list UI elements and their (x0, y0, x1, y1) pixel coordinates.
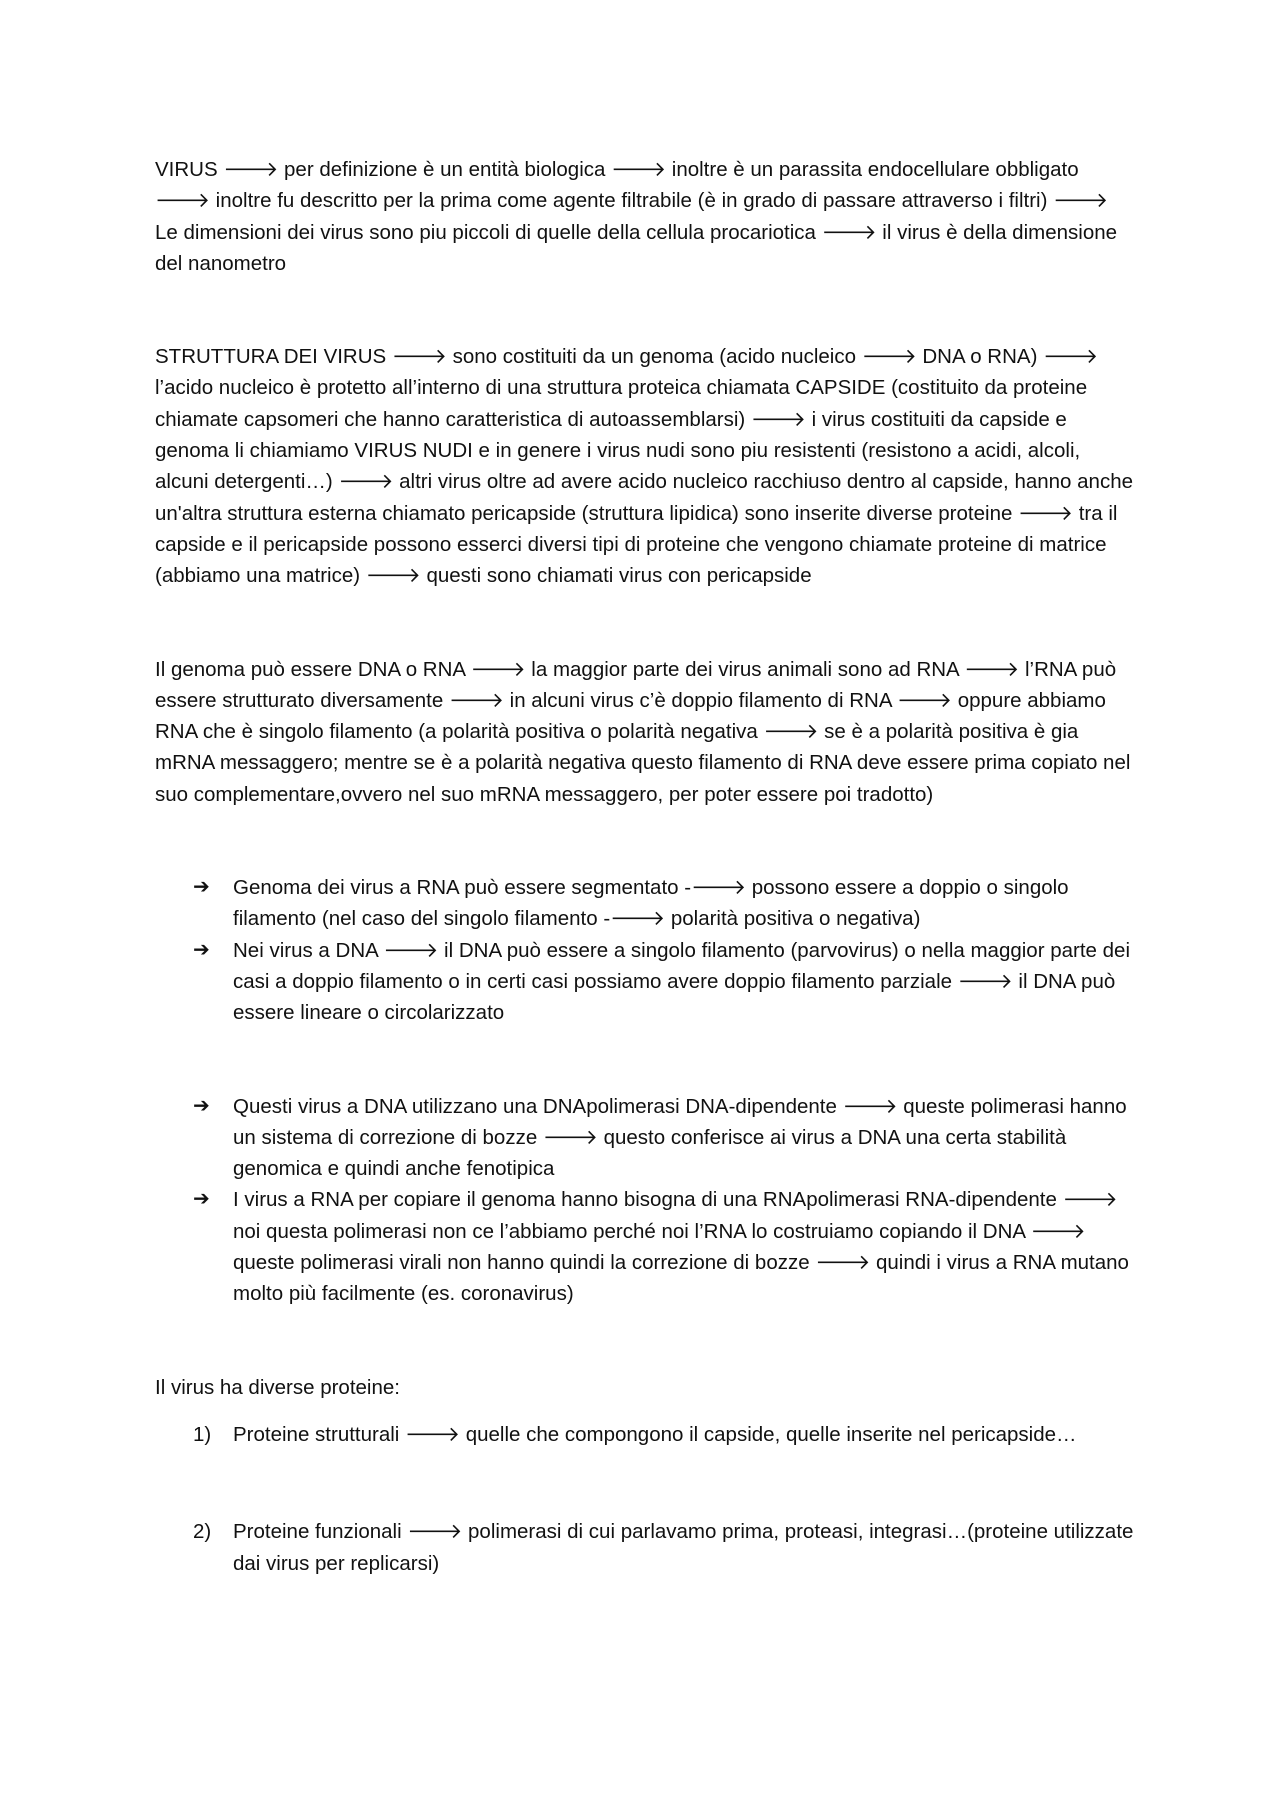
list-number: 1) (193, 1422, 212, 1446)
list-number: 2) (193, 1520, 212, 1544)
list-item (155, 1419, 1135, 1450)
list-item (155, 935, 1135, 1029)
arrow-bullet-icon: ➔ (193, 1188, 210, 1211)
arrow-bullet-icon: ➔ (193, 938, 210, 961)
paragraph-proteins-intro: Il virus ha diverse proteine: (155, 1375, 400, 1399)
list-item-text: Genoma dei virus a RNA può essere segmentato -🡒 possono essere a doppio o singolo filamento (nel caso del singolo filamento -🡒 polarità positiva o negativa) (233, 876, 1069, 931)
paragraph-virus-structure: STRUTTURA DEI VIRUS 🡒 sono costituiti da un genoma (acido nucleico 🡒 DNA o RNA) 🡒 l’acido nucleico è protetto all’interno di una struttura proteica chiamata CAPSIDE (costituito da proteine chiamate capsomeri che hanno caratteristica di autoassemblarsi) 🡒 i virus costituiti da capside e genoma li chiamiamo VIRUS NUDI e in genere i virus nudi sono piu resistenti (resistono a acidi, alcoli, alcuni detergenti…) 🡒 altri virus oltre ad avere acido nucleico racchiuso dentro al capside, hanno anche un'altra struttura esterna chiamato pericapside (struttura lipidica) sono inserite diverse proteine 🡒 tra il capside e il pericapside possono esserci diversi tipi di proteine che vengono chiamate proteine di matrice (abbiamo una matrice) 🡒 questi sono chiamati virus con pericapside (155, 345, 1134, 588)
list-item-text: Proteine funzionali 🡒 polimerasi di cui parlavamo prima, proteasi, integrasi…(proteine utilizzate dai virus per replicarsi) (233, 1520, 1134, 1575)
list-item (155, 872, 1135, 935)
arrow-bullet-icon: ➔ (193, 1094, 210, 1117)
list-item (155, 1091, 1135, 1185)
bullet-list-polymerases (155, 1091, 1135, 1310)
list-item (155, 1516, 1135, 1579)
list-item (155, 1184, 1135, 1309)
arrow-bullet-icon: ➔ (193, 876, 210, 899)
paragraph-virus-definition: VIRUS 🡒 per definizione è un entità biologica 🡒 inoltre è un parassita endocellulare obbligato 🡒 inoltre fu descritto per la prima come agente filtrabile (è in grado di passare attraverso i filtri) 🡒 Le dimensioni dei virus sono piu piccoli di quelle della cellula procariotica 🡒 il virus è della dimensione del nanometro (155, 158, 1118, 275)
numbered-list-proteins (155, 1419, 1135, 1579)
list-item-text: Questi virus a DNA utilizzano una DNApolimerasi DNA-dipendente 🡒 queste polimerasi hanno un sistema di correzione di bozze 🡒 questo conferisce ai virus a DNA una certa stabilità genomica e quindi anche fenotipica (233, 1094, 1127, 1181)
paragraph-virus-genome: Il genoma può essere DNA o RNA 🡒 la maggior parte dei virus animali sono ad RNA 🡒 l’RNA può essere strutturato diversamente 🡒 in alcuni virus c’è doppio filamento di RNA 🡒 oppure abbiamo RNA che è singolo filamento (a polarità positiva o polarità negativa 🡒 se è a polarità positiva è gia mRNA messaggero; mentre se è a polarità negativa questo filamento di RNA deve essere prima copiato nel suo complementare,ovvero nel suo mRNA messaggero, per poter essere poi tradotto) (155, 657, 1131, 806)
list-item-text: I virus a RNA per copiare il genoma hanno bisogna di una RNApolimerasi RNA-dipendente 🡒 noi questa polimerasi non ce l’abbiamo perché noi l’RNA lo costruiamo copiando il DNA 🡒 queste polimerasi virali non hanno quindi la correzione di bozze 🡒 quindi i virus a RNA mutano molto più facilmente (es. coronavirus) (233, 1188, 1129, 1306)
list-item-text: Nei virus a DNA 🡒 il DNA può essere a singolo filamento (parvovirus) o nella maggior parte dei casi a doppio filamento o in certi casi possiamo avere doppio filamento parziale 🡒 il DNA può essere lineare o circolarizzato (233, 938, 1131, 1025)
document-page (155, 154, 1135, 1579)
bullet-list-genome-types (155, 872, 1135, 1028)
list-item-text: Proteine strutturali 🡒 quelle che compongono il capside, quelle inserite nel pericapside… (233, 1422, 1077, 1446)
